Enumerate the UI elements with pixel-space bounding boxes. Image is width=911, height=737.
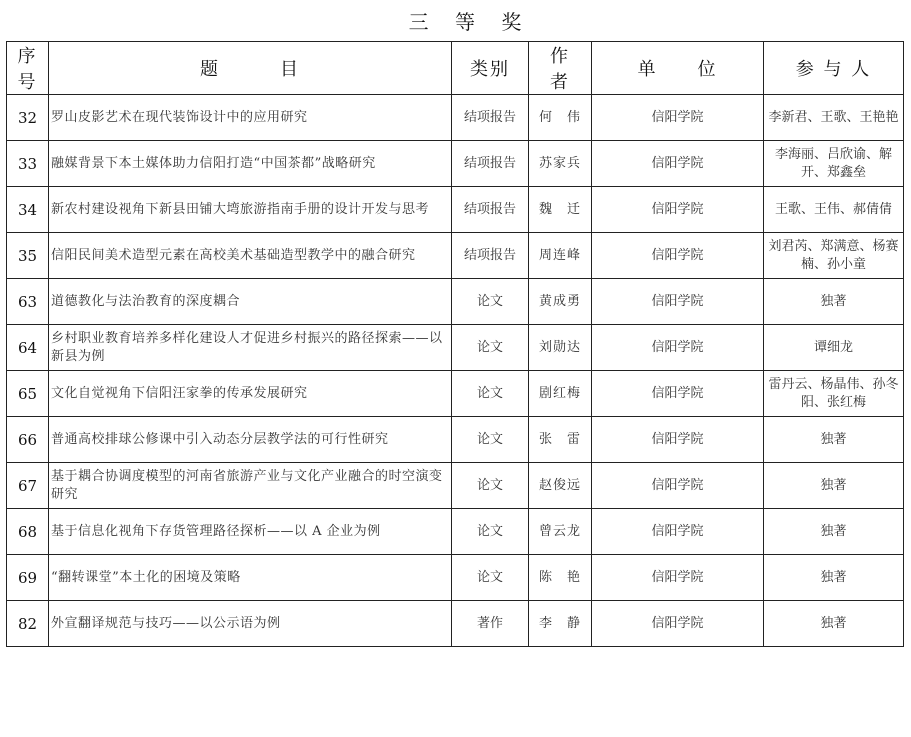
cell-title: “翻转课堂”本土化的困境及策略 — [49, 555, 452, 601]
cell-no: 65 — [7, 371, 49, 417]
header-category: 类别 — [452, 42, 529, 95]
table-row — [7, 279, 904, 325]
cell-title: 乡村职业教育培养多样化建设人才促进乡村振兴的路径探索——以新县为例 — [49, 325, 452, 371]
cell-participants: 刘君芮、郑满意、杨赛楠、孙小童 — [764, 233, 904, 279]
table-row — [7, 555, 904, 601]
cell-title: 文化自觉视角下信阳汪家拳的传承发展研究 — [49, 371, 452, 417]
cell-unit: 信阳学院 — [592, 463, 764, 509]
cell-participants: 谭细龙 — [764, 325, 904, 371]
cell-title: 新农村建设视角下新县田铺大塆旅游指南手册的设计开发与思考 — [49, 187, 452, 233]
cell-unit: 信阳学院 — [592, 601, 764, 647]
cell-title: 信阳民间美术造型元素在高校美术基础造型教学中的融合研究 — [49, 233, 452, 279]
cell-participants: 独著 — [764, 463, 904, 509]
cell-participants: 独著 — [764, 601, 904, 647]
cell-no: 64 — [7, 325, 49, 371]
cell-author: 李 静 — [529, 601, 592, 647]
table-row — [7, 509, 904, 555]
cell-unit: 信阳学院 — [592, 141, 764, 187]
cell-unit: 信阳学院 — [592, 95, 764, 141]
header-no: 序号 — [7, 42, 49, 95]
cell-category: 论文 — [452, 279, 529, 325]
header-author: 作 者 — [529, 42, 592, 95]
cell-unit: 信阳学院 — [592, 371, 764, 417]
award-table — [6, 41, 904, 647]
cell-title: 外宣翻译规范与技巧——以公示语为例 — [49, 601, 452, 647]
header-unit: 单 位 — [592, 42, 764, 95]
cell-participants: 李新君、王歌、王艳艳 — [764, 95, 904, 141]
cell-unit: 信阳学院 — [592, 417, 764, 463]
header-participants: 参 与 人 — [764, 42, 904, 95]
cell-author: 赵俊远 — [529, 463, 592, 509]
cell-title: 融媒背景下本土媒体助力信阳打造“中国茶都”战略研究 — [49, 141, 452, 187]
cell-author: 何 伟 — [529, 95, 592, 141]
cell-no: 34 — [7, 187, 49, 233]
cell-no: 33 — [7, 141, 49, 187]
cell-author: 魏 迁 — [529, 187, 592, 233]
cell-unit: 信阳学院 — [592, 279, 764, 325]
cell-no: 82 — [7, 601, 49, 647]
cell-unit: 信阳学院 — [592, 509, 764, 555]
cell-category: 结项报告 — [452, 95, 529, 141]
cell-title: 罗山皮影艺术在现代装饰设计中的应用研究 — [49, 95, 452, 141]
cell-no: 32 — [7, 95, 49, 141]
table-row — [7, 371, 904, 417]
table-row — [7, 601, 904, 647]
header-title: 题 目 — [49, 42, 452, 95]
cell-author: 曾云龙 — [529, 509, 592, 555]
cell-category: 论文 — [452, 463, 529, 509]
cell-author: 陈 艳 — [529, 555, 592, 601]
cell-category: 论文 — [452, 417, 529, 463]
table-row — [7, 95, 904, 141]
cell-author: 剧红梅 — [529, 371, 592, 417]
cell-author: 周连峰 — [529, 233, 592, 279]
cell-no: 68 — [7, 509, 49, 555]
table-row — [7, 187, 904, 233]
cell-participants: 王歌、王伟、郝倩倩 — [764, 187, 904, 233]
cell-unit: 信阳学院 — [592, 555, 764, 601]
cell-unit: 信阳学院 — [592, 187, 764, 233]
cell-category: 论文 — [452, 509, 529, 555]
cell-category: 论文 — [452, 555, 529, 601]
table-row — [7, 325, 904, 371]
cell-author: 黄成勇 — [529, 279, 592, 325]
cell-participants: 李海丽、吕欣谕、解开、郑鑫垒 — [764, 141, 904, 187]
cell-title: 基于耦合协调度模型的河南省旅游产业与文化产业融合的时空演变研究 — [49, 463, 452, 509]
cell-no: 67 — [7, 463, 49, 509]
cell-participants: 独著 — [764, 555, 904, 601]
cell-title: 普通高校排球公修课中引入动态分层教学法的可行性研究 — [49, 417, 452, 463]
cell-no: 66 — [7, 417, 49, 463]
cell-no: 63 — [7, 279, 49, 325]
cell-unit: 信阳学院 — [592, 233, 764, 279]
cell-category: 结项报告 — [452, 141, 529, 187]
cell-no: 69 — [7, 555, 49, 601]
cell-participants: 雷丹云、杨晶伟、孙冬阳、张红梅 — [764, 371, 904, 417]
cell-category: 结项报告 — [452, 233, 529, 279]
table-row — [7, 463, 904, 509]
table-row — [7, 141, 904, 187]
cell-participants: 独著 — [764, 509, 904, 555]
cell-title: 道德教化与法治教育的深度耦合 — [49, 279, 452, 325]
cell-author: 苏家兵 — [529, 141, 592, 187]
table-row — [7, 233, 904, 279]
page-title: 三 等 奖 — [408, 10, 532, 34]
table-row — [7, 417, 904, 463]
cell-author: 刘勋达 — [529, 325, 592, 371]
cell-category: 结项报告 — [452, 187, 529, 233]
cell-category: 著作 — [452, 601, 529, 647]
cell-author: 张 雷 — [529, 417, 592, 463]
cell-no: 35 — [7, 233, 49, 279]
cell-unit: 信阳学院 — [592, 325, 764, 371]
header-row — [7, 42, 904, 95]
cell-title: 基于信息化视角下存货管理路径探析——以 A 企业为例 — [49, 509, 452, 555]
cell-category: 论文 — [452, 325, 529, 371]
cell-category: 论文 — [452, 371, 529, 417]
cell-participants: 独著 — [764, 417, 904, 463]
cell-participants: 独著 — [764, 279, 904, 325]
